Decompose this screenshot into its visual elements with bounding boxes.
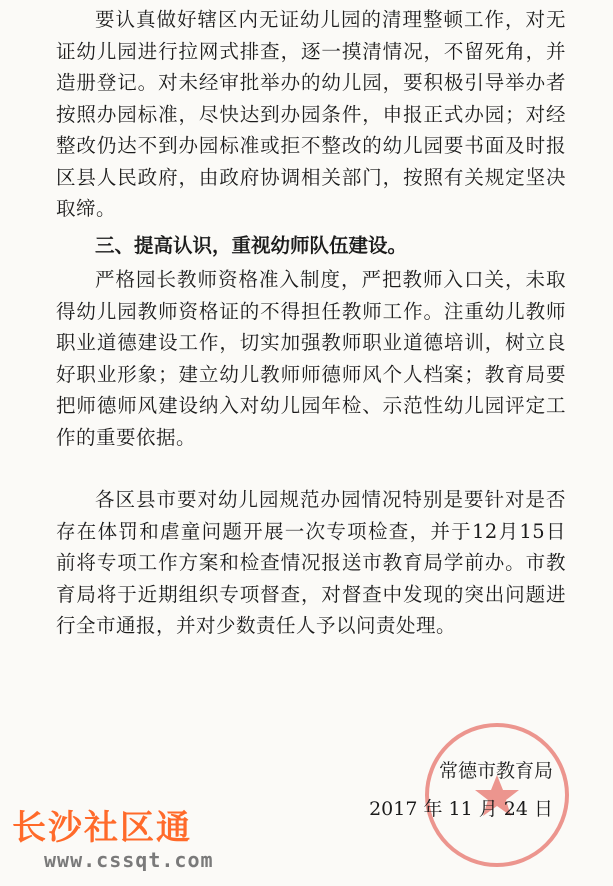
section-heading-3: 三、提高认识，重视幼师队伍建设。: [95, 234, 408, 257]
issuer-name: 常德市教育局: [438, 760, 553, 782]
watermark-url: www.cssqt.com: [44, 848, 214, 872]
site-watermark: [12, 808, 214, 872]
paragraph-special-inspection: 各区县市要对幼儿园规范办园情况特别是要针对是否存在体罚和虐童问题开展一次专项检查，并于12月15日前将专项工作方案和检查情况报送市教育局学前办。市教育局将于近期组织专项督查，对督查中发现的突出问题进行全市通报，并对少数责任人予以问责处理。: [56, 488, 566, 637]
watermark-site-name: 长沙社区通: [12, 808, 192, 848]
paragraph-teacher-qualification: 严格园长教师资格准入制度，严把教师入口关，未取得幼儿园教师资格证的不得担任教师工作。注重幼儿教师职业道德建设工作，切实加强教师职业道德培训，树立良好职业形象；建立幼儿教师师德师风个人档案；教育局要把师德师风建设纳入对幼儿园年检、示范性幼儿园评定工作的重要依据。: [56, 268, 566, 449]
paragraph-unlicensed-kindergartens: 要认真做好辖区内无证幼儿园的清理整顿工作，对无证幼儿园进行拉网式排查，逐一摸清情况，不留死角，并造册登记。对未经审批举办的幼儿园，要积极引导举办者按照办园标准，尽快达到办园条件，申报正式办园；对经整改仍达不到办园标准或拒不整改的幼儿园要书面及时报区县人民政府，由政府协调相关部门，按照有关规定坚决取缔。: [56, 8, 566, 220]
issue-date: 2017 年 11 月 24 日: [369, 798, 553, 820]
